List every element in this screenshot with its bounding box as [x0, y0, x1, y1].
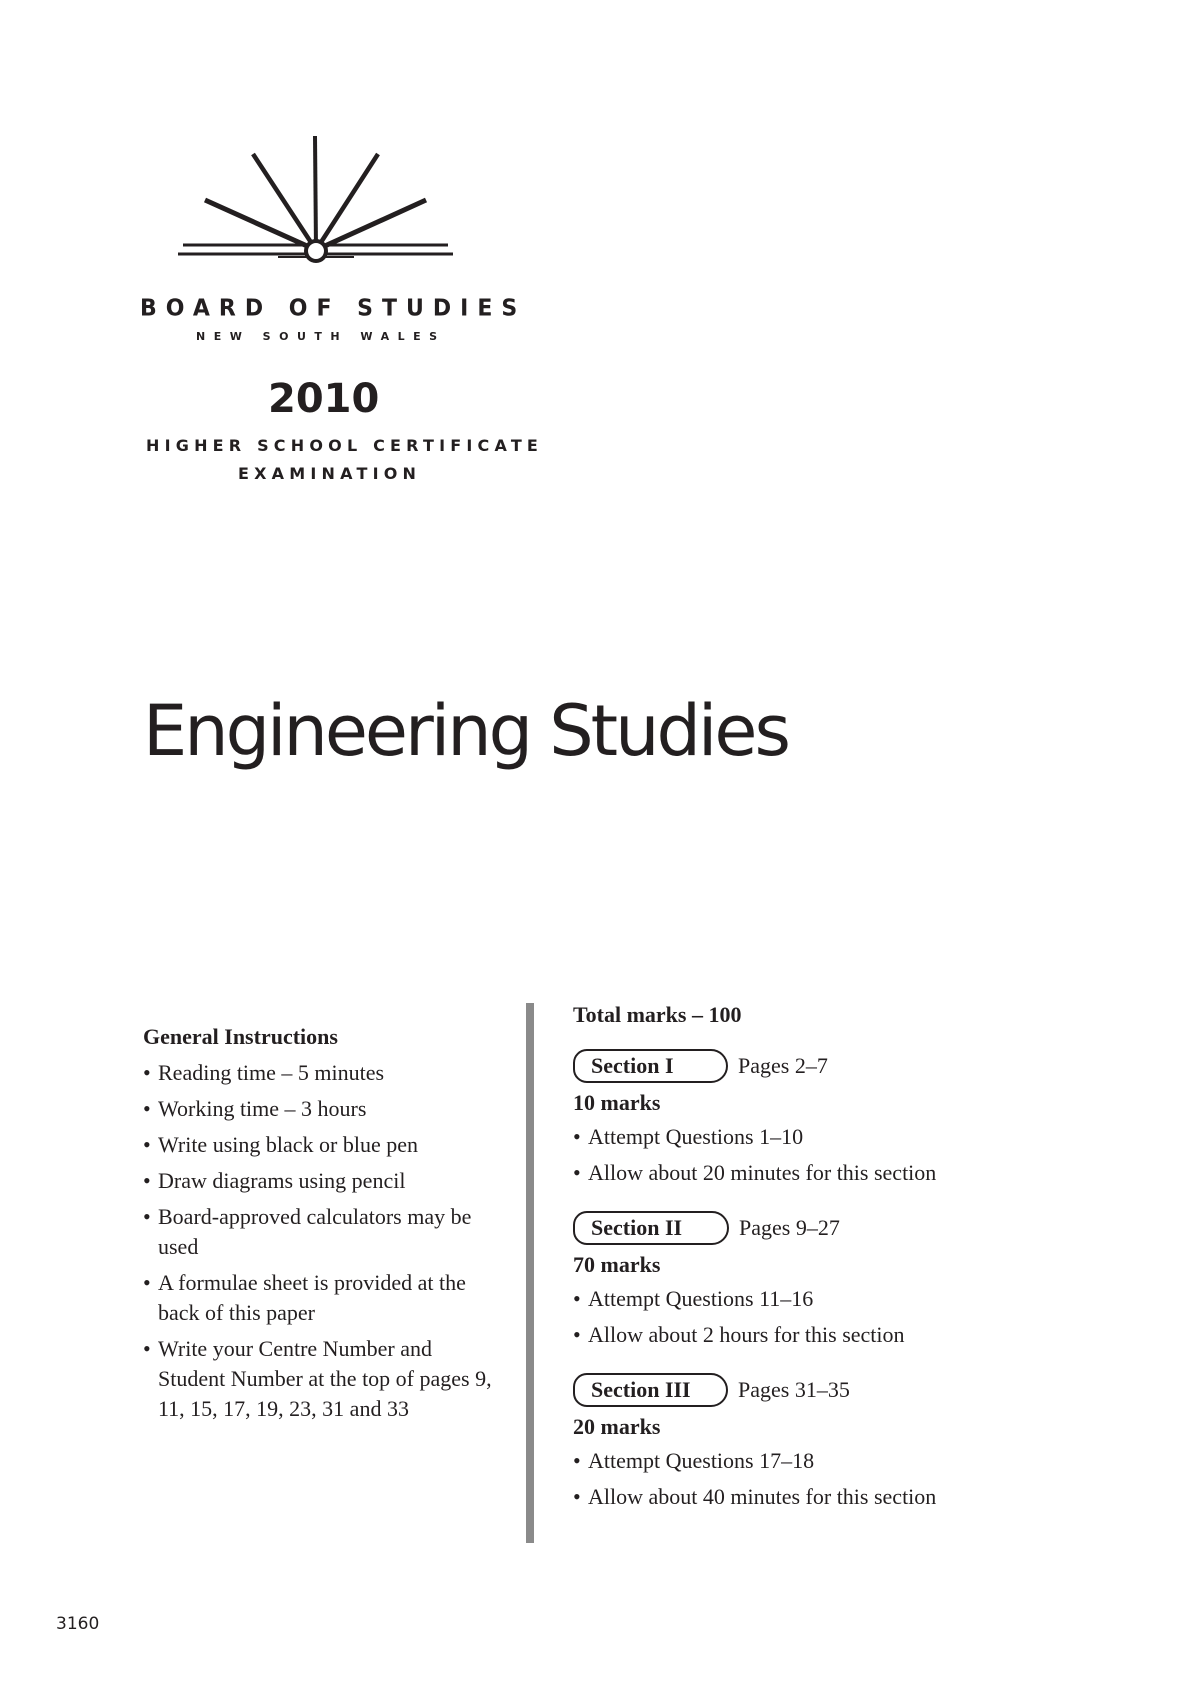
general-instructions-list — [143, 1058, 503, 1424]
instruction-item: • Working time – 3 hours — [143, 1094, 503, 1124]
section-instruction-item: • Attempt Questions 17–18 — [573, 1446, 1173, 1476]
section-2 — [573, 1210, 1173, 1350]
marks-summary — [573, 1000, 1173, 1534]
section-label-badge: Section II — [573, 1211, 729, 1245]
section-instruction-item: • Attempt Questions 1–10 — [573, 1122, 1173, 1152]
section-3 — [573, 1372, 1173, 1512]
instruction-item: • Write using black or blue pen — [143, 1130, 503, 1160]
section-marks: 20 marks — [573, 1414, 661, 1439]
column-divider — [526, 1003, 534, 1543]
exam-title-line2: EXAMINATION — [238, 464, 422, 483]
section-pages: Pages 9–27 — [739, 1215, 840, 1240]
section-instruction-item: • Allow about 2 hours for this section — [573, 1320, 1173, 1350]
section-instructions — [573, 1122, 1173, 1188]
section-instruction-item: • Attempt Questions 11–16 — [573, 1284, 1173, 1314]
section-header — [573, 1048, 1173, 1084]
section-instruction-item: • Allow about 40 minutes for this section — [573, 1482, 1173, 1512]
section-marks: 10 marks — [573, 1090, 661, 1115]
org-state: NEW SOUTH WALES — [196, 330, 446, 343]
section-instruction-item: • Allow about 20 minutes for this section — [573, 1158, 1173, 1188]
general-instructions-heading: General Instructions — [143, 1024, 338, 1049]
section-header — [573, 1372, 1173, 1408]
sunburst-book-logo-icon — [178, 132, 458, 282]
instruction-item: • Draw diagrams using pencil — [143, 1166, 503, 1196]
section-marks: 70 marks — [573, 1252, 661, 1277]
section-pages: Pages 31–35 — [738, 1377, 850, 1402]
section-1 — [573, 1048, 1173, 1188]
general-instructions — [143, 1022, 503, 1430]
paper-code: 3160 — [56, 1614, 100, 1634]
instruction-item: • Write your Centre Number and Student Number at the top of pages 9, 11, 15, 17, 19, 23, 31 and 33 — [143, 1334, 503, 1424]
exam-year: 2010 — [268, 376, 380, 422]
section-header — [573, 1210, 1173, 1246]
instruction-item: • Board-approved calculators may be used — [143, 1202, 503, 1262]
section-pages: Pages 2–7 — [738, 1053, 828, 1078]
section-label-badge: Section III — [573, 1373, 728, 1407]
section-instructions — [573, 1446, 1173, 1512]
subject-title: Engineering Studies — [143, 690, 788, 772]
section-instructions — [573, 1284, 1173, 1350]
instruction-item: • A formulae sheet is provided at the back of this paper — [143, 1268, 503, 1328]
exam-title-line1: HIGHER SCHOOL CERTIFICATE — [146, 436, 544, 455]
section-label-badge: Section I — [573, 1049, 728, 1083]
instruction-item: • Reading time – 5 minutes — [143, 1058, 503, 1088]
org-name: BOARD OF STUDIES — [140, 295, 527, 322]
total-marks: Total marks – 100 — [573, 1002, 742, 1027]
